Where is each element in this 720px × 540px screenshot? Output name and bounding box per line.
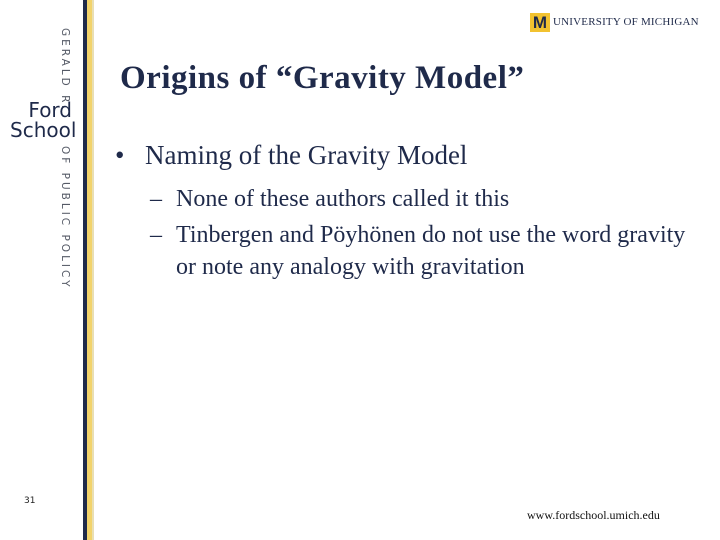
sub-bullet-text: None of these authors called it this [176, 186, 510, 212]
slide-title: Origins of “Gravity Model” [120, 60, 525, 96]
bullet-marker: • [115, 140, 125, 170]
logo-gerald-r: GERALD R. [59, 28, 71, 112]
bullet-item [115, 140, 695, 171]
sub-bullet-text: Tinbergen and Pöyhönen do not use the word gravity or note any analogy with gravitation [176, 222, 686, 280]
um-block-m-icon: M [530, 13, 550, 32]
logo-public-policy: OF PUBLIC POLICY [59, 146, 71, 290]
sidebar-stripe-light [92, 0, 94, 540]
ford-school-logo [10, 98, 77, 142]
bullet-text: Naming of the Gravity Model [145, 140, 468, 170]
footer-url-link[interactable]: www.fordschool.umich.edu [527, 508, 660, 522]
logo-school-text: School [10, 118, 77, 142]
sub-bullet-item [150, 219, 710, 283]
sub-bullet-list [150, 183, 710, 287]
logo-ford-text: Ford [28, 98, 72, 122]
sub-bullet-dash: – [150, 222, 162, 248]
um-wordmark: UNIVERSITY OF MICHIGAN [553, 16, 699, 28]
sub-bullet-item [150, 183, 710, 215]
sub-bullet-dash: – [150, 186, 162, 212]
university-of-michigan-logo [530, 12, 699, 32]
page-number: 31 [24, 496, 36, 506]
